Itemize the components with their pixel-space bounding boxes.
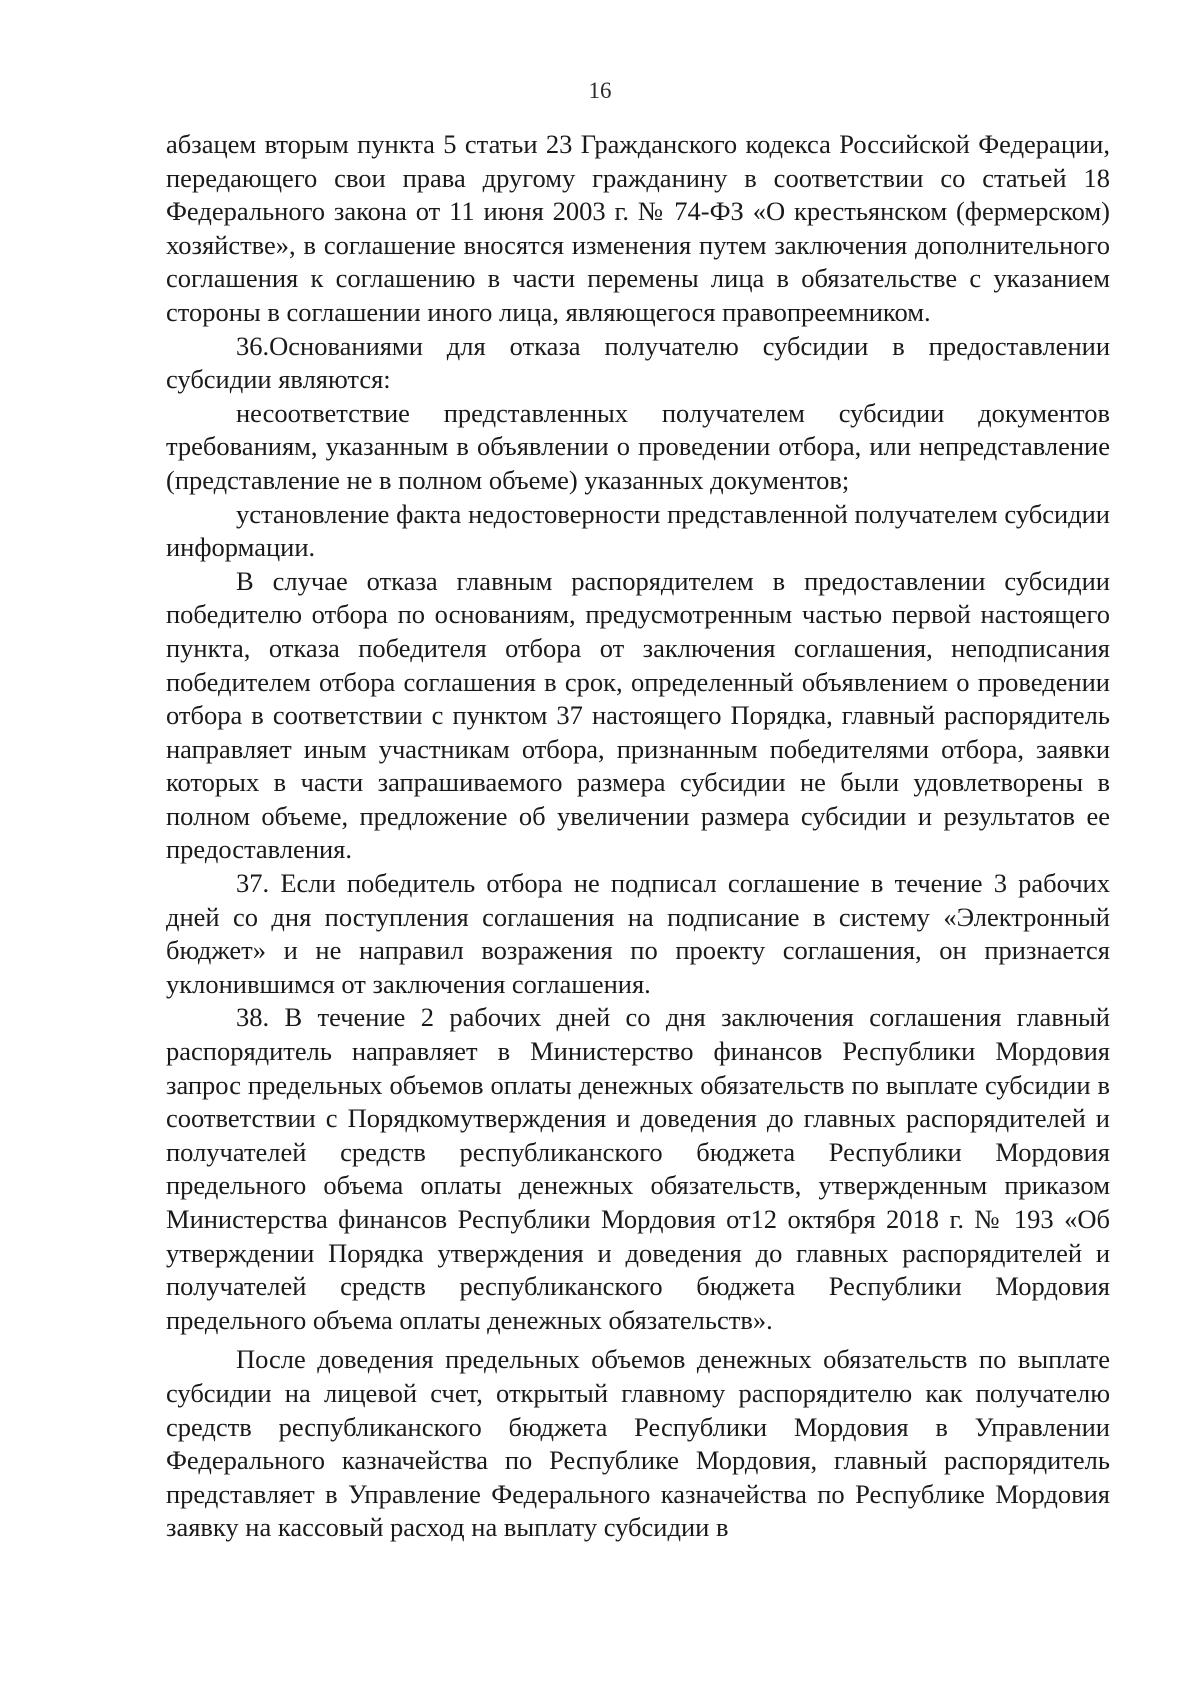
paragraph-cash-expense-request: После доведения предельных объемов денежных обязательств по выплате субсидии на лицевой счет, открытый главному распорядителю как получателю средств республиканского бюджета Республики Мордовия в Управлении Федерального казначейства по Республике Мордовия, главный распорядитель представляет в Управление Федерального казначейства по Республике Мордовия заявку на кассовый расход на выплату субсидии в — [166, 1344, 1110, 1543]
paragraph-refusal-case: В случае отказа главным распорядителем в предоставлении субсидии победителю отбора по основаниям, предусмотренным частью первой настоящего пункта, отказа победителя отбора от заключения соглашения, неподписания победителем отбора соглашения в срок, определенный объявлением о проведении отбора в соответствии с пунктом 37 настоящего Порядка, главный распорядитель направляет иным участникам отбора, признанным победителями отбора, заявки которых в части запрашиваемого размера субсидии не были удовлетворены в полном объеме, предложение об увеличении размера субсидии и результатов ее предоставления. — [166, 565, 1110, 865]
paragraph-item-37: 37. Если победитель отбора не подписал соглашение в течение 3 рабочих дней со дня поступления соглашения на подписание в систему «Электронный бюджет» и не направил возражения по проекту соглашения, он признается уклонившимся от заключения соглашения. — [166, 868, 1110, 999]
paragraph-refusal-ground-false-info: установление факта недостоверности представленной получателем субсидии информации. — [166, 498, 1110, 563]
paragraph-item-38: 38. В течение 2 рабочих дней со дня заключения соглашения главный распорядитель направляет в Министерство финансов Республики Мордовия запрос предельных объемов оплаты денежных обязательств по выплате субсидии в соответствии с Порядкомутверждения и доведения до главных распорядителей и получателей средств республиканского бюджета Республики Мордовия предельного объема оплаты денежных обязательств, утвержденным приказом Министерства финансов Республики Мордовия от12 октября 2018 г. № 193 «Об утверждении Порядка утверждения и доведения до главных распорядителей и получателей средств республиканского бюджета Республики Мордовия предельного объема оплаты денежных обязательств». — [166, 1002, 1110, 1335]
document-body — [166, 128, 1110, 1545]
paragraph-item-36: 36.Основаниями для отказа получателю субсидии в предоставлении субсидии являются: — [166, 330, 1110, 395]
page-number: 16 — [588, 78, 612, 103]
paragraph-continuation: абзацем вторым пункта 5 статьи 23 Гражданского кодекса Российской Федерации, передающего свои права другому гражданину в соответствии со статьей 18 Федерального закона от 11 июня 2003 г. № 74-ФЗ «О крестьянском (фермерском) хозяйстве», в соглашение вносятся изменения путем заключения дополнительного соглашения к соглашению в части перемены лица в обязательстве с указанием стороны в соглашении иного лица, являющегося правопреемником. — [166, 129, 1110, 327]
paragraph-refusal-ground-documents: несоответствие представленных получателем субсидии документов требованиям, указанным в объявлении о проведении отбора, или непредставление (представление не в полном объеме) указанных документов; — [166, 397, 1110, 495]
